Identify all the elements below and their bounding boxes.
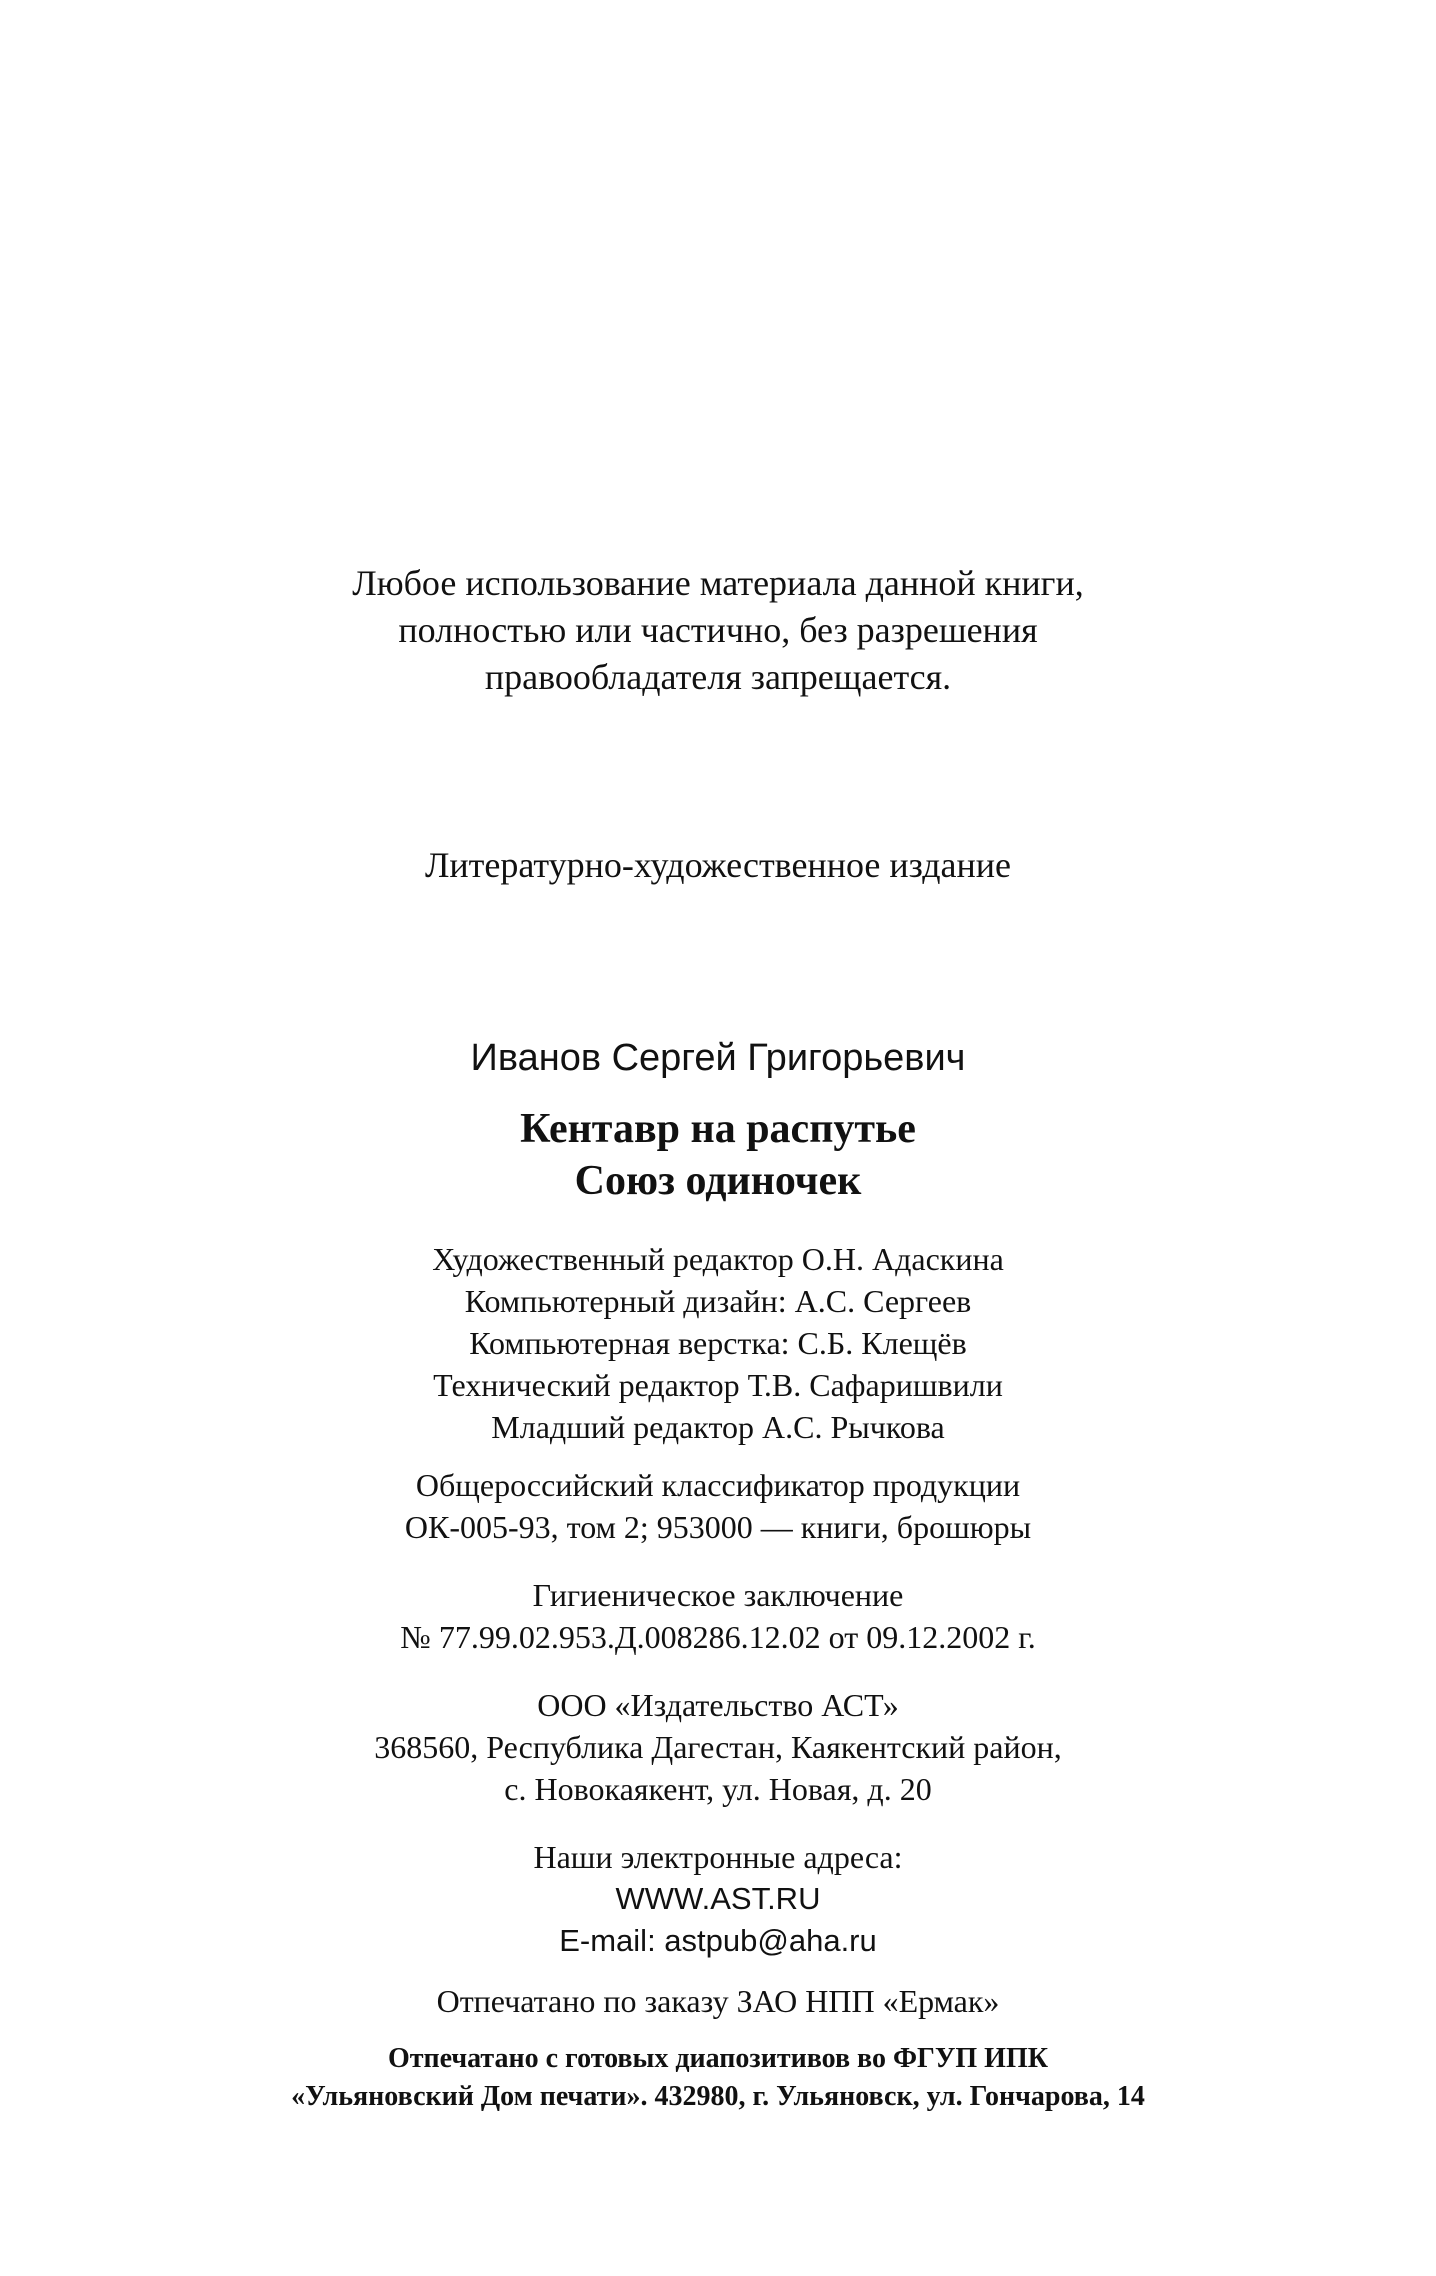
- website-address: WWW.AST.RU: [615, 1881, 821, 1916]
- credit-layout: Компьютерная верстка: С.Б. Клещёв: [469, 1325, 967, 1361]
- email-address: E-mail: astpub@aha.ru: [559, 1923, 877, 1958]
- publisher-address-1: 368560, Республика Дагестан, Каякентский район,: [374, 1729, 1062, 1765]
- author-name: [0, 1033, 1436, 1083]
- publisher-info: [0, 1684, 1436, 1810]
- print-order: [0, 1980, 1436, 2022]
- product-classifier: [0, 1464, 1436, 1548]
- book-titles: [0, 1103, 1436, 1207]
- contacts-heading: Наши электронные адреса:: [533, 1839, 903, 1875]
- hygiene-line-2: № 77.99.02.953.Д.008286.12.02 от 09.12.2002 г.: [400, 1619, 1036, 1655]
- edition-type-text: Литературно-художественное издание: [424, 845, 1012, 885]
- classifier-line-2: ОК-005-93, том 2; 953000 — книги, брошюры: [404, 1509, 1032, 1545]
- hygiene-line-1: Гигиеническое заключение: [532, 1577, 904, 1613]
- print-order-text: Отпечатано по заказу ЗАО НПП «Ермак»: [436, 1983, 1000, 2019]
- credit-technical-editor: Технический редактор Т.В. Сафаришвили: [433, 1367, 1003, 1403]
- credit-junior-editor: Младший редактор А.С. Рычкова: [491, 1409, 945, 1445]
- credit-art-editor: Художественный редактор О.Н. Адаскина: [432, 1241, 1004, 1277]
- editorial-credits: [0, 1238, 1436, 1448]
- book-title-1: Кентавр на распутье: [520, 1106, 916, 1152]
- credit-design: Компьютерный дизайн: А.С. Сергеев: [464, 1283, 972, 1319]
- copyright-line-3: правообладателя запрещается.: [484, 657, 952, 697]
- edition-type: [0, 842, 1436, 889]
- printer-info: [0, 2040, 1436, 2116]
- hygiene-certificate: [0, 1574, 1436, 1658]
- publisher-name: ООО «Издательство АСТ»: [537, 1687, 899, 1723]
- printer-line-2: «Ульяновский Дом печати». 432980, г. Ульяновск, ул. Гончарова, 14: [291, 2081, 1145, 2112]
- publisher-address-2: с. Новокаякент, ул. Новая, д. 20: [504, 1771, 932, 1807]
- copyright-line-1: Любое использование материала данной книги,: [352, 563, 1084, 603]
- author-name-text: Иванов Сергей Григорьевич: [470, 1037, 966, 1079]
- classifier-line-1: Общероссийский классификатор продукции: [415, 1467, 1021, 1503]
- publisher-contacts: [0, 1836, 1436, 1962]
- book-title-2: Союз одиночек: [574, 1158, 862, 1204]
- printer-line-1: Отпечатано с готовых диапозитивов во ФГУП ИПК: [387, 2043, 1049, 2074]
- copyright-line-2: полностью или частично, без разрешения: [398, 610, 1038, 650]
- copyright-notice: [0, 560, 1436, 701]
